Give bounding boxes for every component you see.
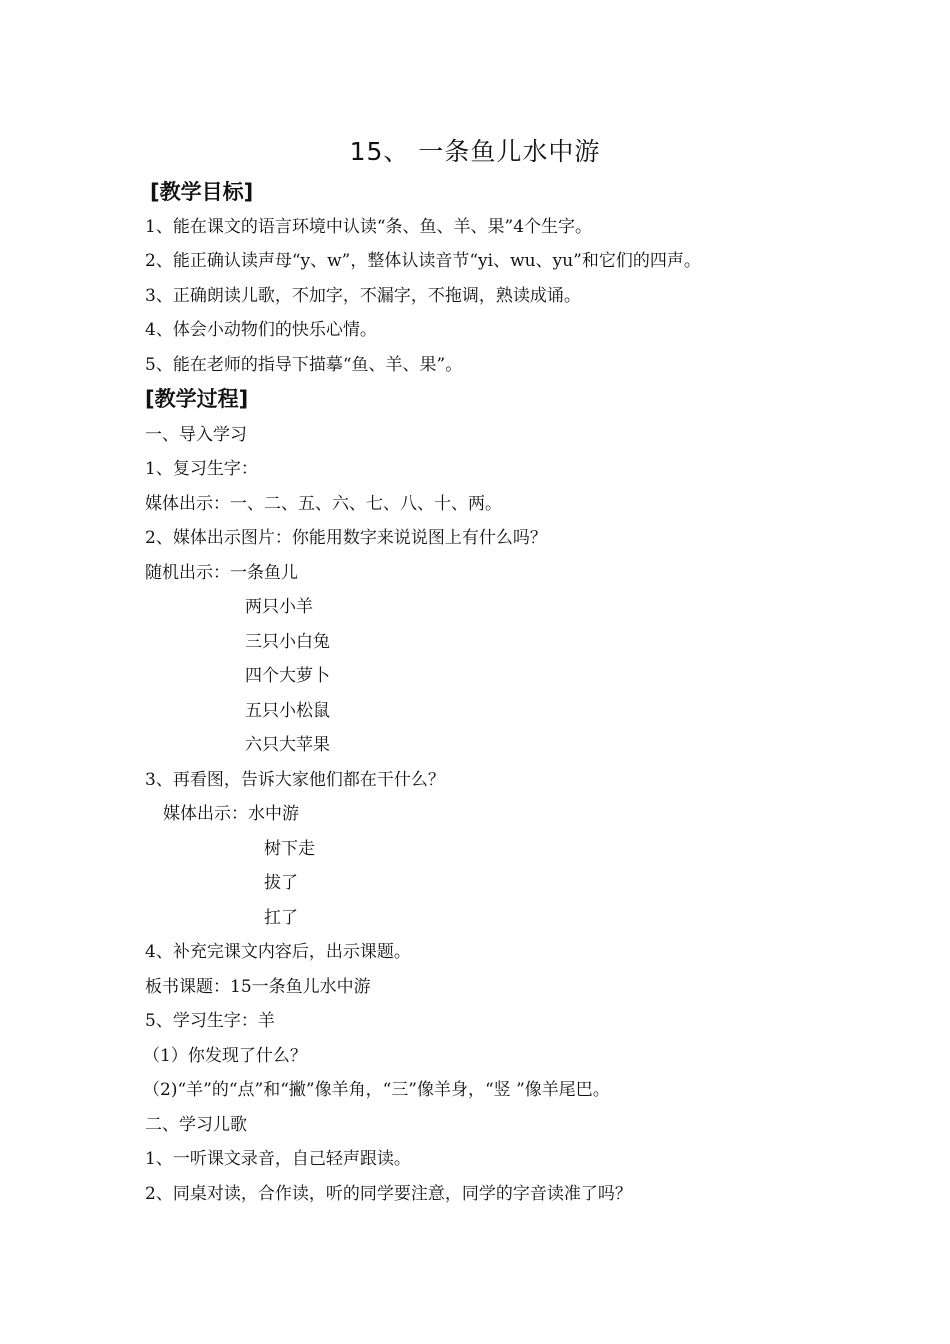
goal-item: 1、能在课文的语言环境中认读“条、鱼、羊、果”4个生字。 [145,217,593,237]
process-step: 3、再看图，告诉大家他们都在干什么？ [145,770,445,790]
goal-item: 4、体会小动物们的快乐心情。 [145,320,377,340]
list-item: 四个大萝卜 [245,666,330,686]
list-item: 两只小羊 [245,597,313,617]
process-step: 4、补充完课文内容后，出示课题。 [145,942,411,962]
process-substep: （1）你发现了什么？ [143,1046,307,1066]
section-title: 二、学习儿歌 [145,1115,247,1135]
list-item: 拔了 [264,873,298,893]
process-step: 1、复习生字： [145,459,258,479]
goal-item: 2、能正确认读声母“y、w”，整体认读音节“yi、wu、yu”和它们的四声。 [145,251,701,271]
process-step: 1、一听课文录音，自己轻声跟读。 [145,1149,411,1169]
process-heading: [教学过程] [145,387,249,411]
process-substep: （2)“羊”的“点”和“撇”像羊角，“三”像羊身，“竖 ”像羊尾巴。 [143,1080,610,1100]
goal-item: 5、能在老师的指导下描摹“鱼、羊、果”。 [145,355,463,375]
section-title: 一、导入学习 [145,425,247,445]
list-item: 六只大苹果 [245,735,330,755]
goal-item: 3、正确朗读儿歌，不加字，不漏字，不拖调，熟读成诵。 [145,286,581,306]
process-step: 媒体出示：一、二、五、六、七、八、十、两。 [145,494,502,514]
process-step: 板书课题：15一条鱼儿水中游 [145,977,371,997]
list-item: 五只小松鼠 [245,701,330,721]
list-item: 树下走 [264,839,315,859]
process-step: 2、同桌对读，合作读，听的同学要注意，同学的字音读准了吗？ [145,1184,632,1204]
list-item: 扛了 [264,908,298,928]
list-item: 三只小白兔 [245,632,330,652]
process-step: 2、媒体出示图片：你能用数字来说说图上有什么吗？ [145,528,547,548]
process-step: 媒体出示：水中游 [163,804,299,824]
lesson-title: 15、 一条鱼儿水中游 [349,137,601,166]
process-step: 5、学习生字：羊 [145,1011,275,1031]
goals-heading: [教学目标] [150,180,254,204]
process-step: 随机出示：一条鱼儿 [145,563,298,583]
